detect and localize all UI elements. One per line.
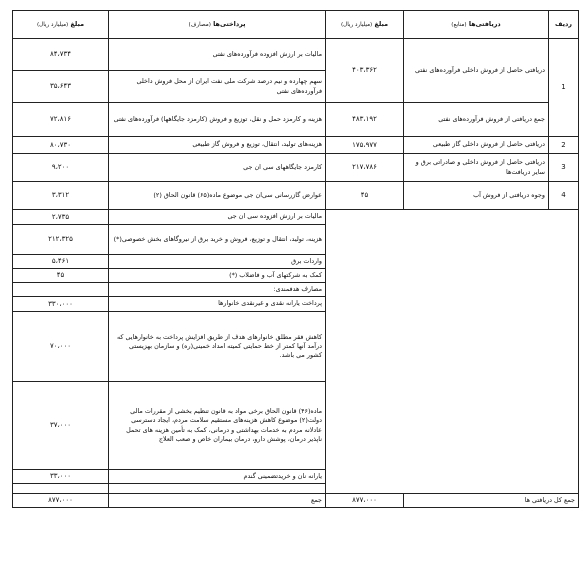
expense-amount: ۵،۴۶۱ [13, 255, 109, 269]
expense-amount: ۲،۷۳۵ [13, 210, 109, 225]
expense-spacer [109, 484, 326, 494]
expense-total-label: جمع [109, 494, 326, 508]
expense-desc: مالیات بر ارزش افزوده فرآورده‌های نفتی [109, 39, 326, 71]
revenue-desc: دریافتی حاصل از فروش داخلی فرآورده‌های نفتی [404, 39, 549, 103]
expense-desc: هزینه و کارمزد حمل و نقل، توزیع و فروش (کارمزد جایگاهها) فرآورده‌های نفتی [109, 103, 326, 137]
revenue-amount: ۲۱۷،۷۸۶ [326, 154, 404, 182]
expense-total: ۸۷۷،۰۰۰ [13, 494, 109, 508]
expense-desc: عوارض گازرسانی سی‌ان جی موضوع ماده(۶۵) قانون الحاق (۲) [109, 182, 326, 210]
expense-desc: ماده(۴۶) قانون الحاق برخی مواد به قانون تنظیم بخشی از مقررات مالی دولت(۲) موضوع کاهش هزینه‌های مستقیم سلامت مردم، ایجاد دسترسی عادلانه مردم به خدمات بهداشتی و درمانی، کمک به تأمین هزینه های تحمل ناپذیر درمان، پوشش دارو، درمان بیماران خاص و صعب العلاج [109, 382, 326, 470]
expense-amount: ۲۱۲،۳۲۵ [13, 225, 109, 255]
header-expenses: پرداختی‌ها (مصارف) [109, 11, 326, 39]
expense-spacer-amount [13, 484, 109, 494]
expense-amount: ۷۲،۸۱۶ [13, 103, 109, 137]
expense-amount: ۸۰،۷۳۰ [13, 137, 109, 154]
revenue-blank-area [326, 210, 579, 494]
expense-amount: ۴۵ [13, 269, 109, 283]
header-revenues: دریافتی‌ها (منابع) [404, 11, 549, 39]
expense-amount: ۳۳،۰۰۰ [13, 470, 109, 484]
revenue-desc: جمع دریافتی از فروش فرآورده‌های نفتی [404, 103, 549, 137]
expense-amount [13, 283, 109, 297]
expense-amount: ۳،۳۱۲ [13, 182, 109, 210]
header-row [13, 11, 579, 39]
expense-desc: واردات برق [109, 255, 326, 269]
expense-amount: ۳۵،۶۴۳ [13, 71, 109, 103]
expense-amount: ۷۰،۰۰۰ [13, 312, 109, 382]
expense-desc: سهم چهارده و نیم درصد شرکت ملی نفت ایران از محل فروش داخلی فرآورده‌های نفتی [109, 71, 326, 103]
revenue-amount: ۱۷۵،۹۷۷ [326, 137, 404, 154]
expense-desc: کمک به شرکتهای آب و فاضلاب (*) [109, 269, 326, 283]
expense-amount: ۸۴،۷۳۴ [13, 39, 109, 71]
row-index: 2 [549, 137, 579, 154]
expense-desc: هزینه‌های تولید، انتقال، توزیع و فروش گاز طبیعی [109, 137, 326, 154]
row-index: 1 [549, 39, 579, 137]
revenue-amount: ۴۸۳،۱۹۲ [326, 103, 404, 137]
revenue-desc: دریافتی حاصل از فروش داخلی گاز طبیعی [404, 137, 549, 154]
expense-desc: کارمزد جایگاههای سی ان جی [109, 154, 326, 182]
header-revenue-amount: مبلغ (میلیارد ریال) [326, 11, 404, 39]
header-row-index: ردیف [549, 11, 579, 39]
expense-amount: ۳۳۰،۰۰۰ [13, 297, 109, 312]
header-expense-amount: مبلغ (میلیارد ریال) [13, 11, 109, 39]
expense-desc: مصارف هدفمندی: [109, 283, 326, 297]
revenue-desc: وجوه دریافتی از فروش آب [404, 182, 549, 210]
row-index: 4 [549, 182, 579, 210]
expense-desc: پرداخت یارانه نقدی و غیرنقدی خانوارها [109, 297, 326, 312]
row-index: 3 [549, 154, 579, 182]
expense-desc: مالیات بر ارزش افزوده سی ان جی [109, 210, 326, 225]
budget-table [12, 10, 579, 508]
revenue-total-label: جمع کل دریافتی ها [404, 494, 579, 508]
revenue-amount: ۴۰۳،۳۶۲ [326, 39, 404, 103]
expense-desc: یارانه نان و خریدتضمینی گندم [109, 470, 326, 484]
expense-desc: کاهش فقر مطلق خانوارهای هدف از طریق افزایش پرداخت به خانوارهایی که درآمد آنها کمتر از خط حمایتی کمیته امداد خمینی(ره) و سازمان بهزیستی کشور می باشد. [109, 312, 326, 382]
revenue-amount: ۴۵ [326, 182, 404, 210]
revenue-desc: دریافتی حاصل از فروش داخلی و صادراتی برق و سایر دریافت‌ها [404, 154, 549, 182]
expense-desc: هزینه، تولید، انتقال و توزیع، فروش و خرید برق از نیروگاهای بخش خصوصی(*) [109, 225, 326, 255]
expense-amount: ۳۷،۰۰۰ [13, 382, 109, 470]
revenue-total: ۸۷۷،۰۰۰ [326, 494, 404, 508]
expense-amount: ۹،۲۰۰ [13, 154, 109, 182]
totals-row [13, 494, 579, 508]
